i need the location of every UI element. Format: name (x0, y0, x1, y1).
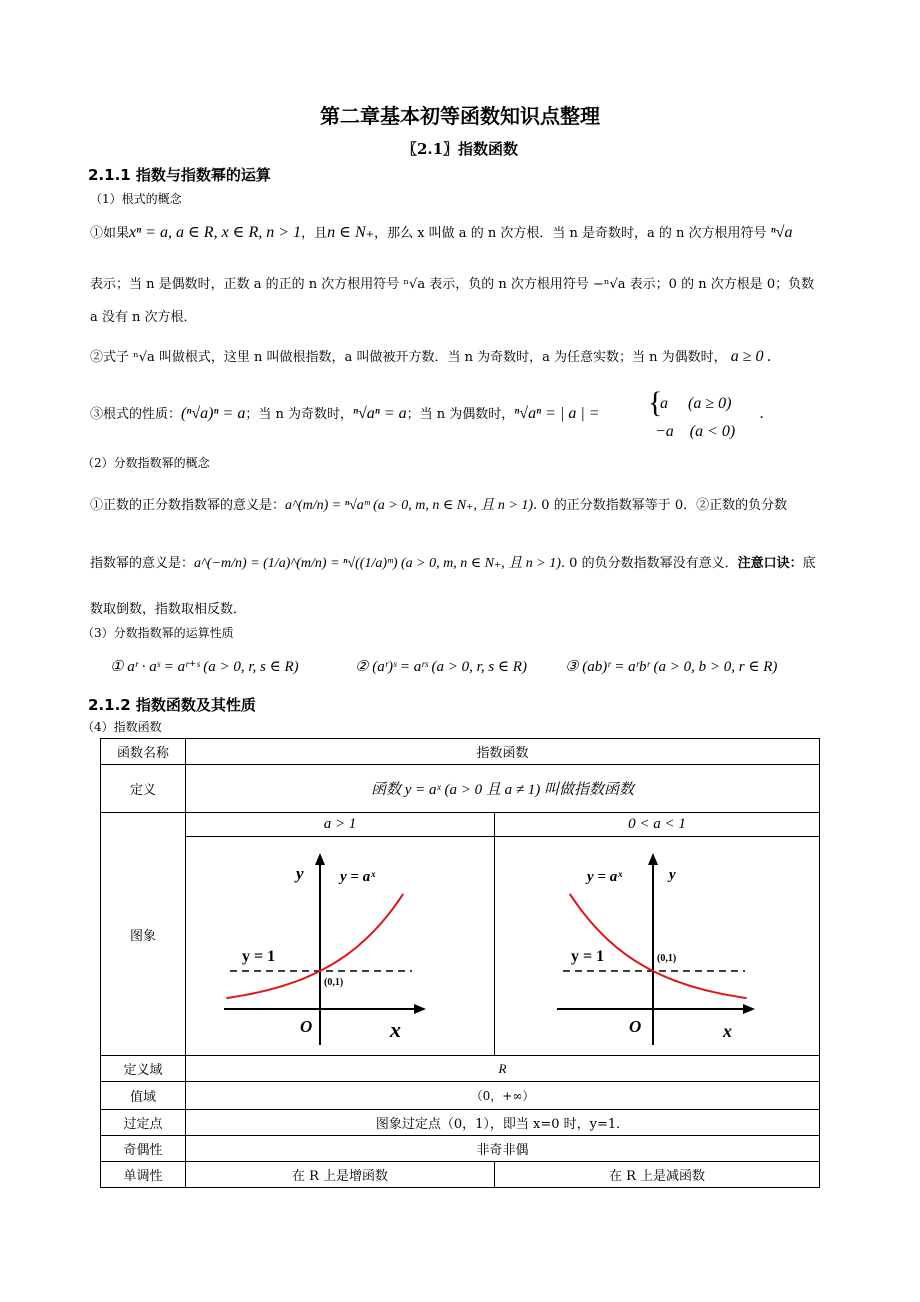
table-row (101, 813, 820, 837)
table-row (101, 1056, 820, 1082)
graph-increasing (190, 837, 490, 1051)
exponential-function-table (100, 738, 820, 1188)
graph-cell-increasing (186, 837, 495, 1056)
exp-curve-increasing (226, 894, 403, 998)
row-label: 定义 (101, 765, 186, 813)
table-row (101, 1082, 820, 1110)
row-value: 指数函数 (186, 739, 820, 765)
origin-label: O (629, 1017, 642, 1036)
row-label: 过定点 (101, 1110, 186, 1136)
row-label: 奇偶性 (101, 1136, 186, 1162)
row-value: 非奇非偶 (186, 1136, 820, 1162)
y1-label: y = 1 (571, 948, 605, 965)
heading-2-1-1: 2.1.1 指数与指数幂的运算 (88, 166, 271, 184)
table-row (101, 837, 820, 1056)
table-row (101, 765, 820, 813)
heading-2-1-2: 2.1.2 指数函数及其性质 (88, 696, 256, 714)
section-subtitle: 〖2.1〗指数函数 (401, 140, 519, 158)
x-axis-label: x (390, 1017, 401, 1042)
rule-3: ③ (ab)ʳ = aʳbʳ (a > 0, b > 0, r ∈ R) (565, 659, 778, 675)
row-value: （0，+∞） (186, 1082, 820, 1110)
point-label: (0,1) (324, 977, 344, 988)
y1-label: y = 1 (242, 948, 276, 965)
graph-header-decreasing: 0 < a < 1 (495, 813, 820, 837)
fractional-negative-line: 指数幂的意义是：a^(−m/n) = (1/a)^(m/n) = ⁿ√((1/a)ᵐ) (a > 0, m, n ∈ N₊, 且 n > 1). 0 的负分数指数幂没有意义．注意口诀：底 (90, 556, 816, 571)
y-arrow-icon (648, 853, 658, 865)
exp-curve-decreasing (570, 894, 747, 998)
curve-label: y = aˣ (587, 869, 623, 885)
x-arrow-icon (414, 1004, 426, 1014)
radical-properties-line: ③根式的性质：(ⁿ√a)ⁿ = a；当 n 为奇数时，ⁿ√aⁿ = a；当 n 为偶数时，ⁿ√aⁿ = | a | = (90, 405, 600, 422)
point-label: (0,1) (657, 953, 677, 964)
row-value: 图象过定点（0，1），即当 x=0 时，y=1． (186, 1110, 820, 1136)
x-arrow-icon (743, 1004, 755, 1014)
subheading-radical: （1）根式的概念 (90, 192, 182, 206)
subheading-rules: （3）分数指数幂的运算性质 (82, 626, 234, 640)
y-axis-label: y (669, 867, 676, 883)
radical-definition-line1: ①如果xⁿ = a, a ∈ R, x ∈ R, n > 1，且n ∈ N₊，那么 x 叫做 a 的 n 次方根．当 n 是奇数时，a 的 n 次方根用符号 ⁿ√a (90, 224, 793, 241)
row-value: R (186, 1056, 820, 1082)
row-value: 函数 y = aˣ (a > 0 且 a ≠ 1) 叫做指数函数 (186, 765, 820, 813)
subheading-fractional: （2）分数指数幂的概念 (82, 456, 210, 470)
case-neg: −a (a < 0) (655, 423, 736, 440)
rule-1: ① aʳ · aˢ = aʳ⁺ˢ (a > 0, r, s ∈ R) (110, 659, 299, 675)
page-title: 第二章基本初等函数知识点整理 (320, 104, 600, 128)
radical-definition-line2: 表示；当 n 是偶数时，正数 a 的正的 n 次方根用符号 ⁿ√a 表示，负的 n 次方根用符号 −ⁿ√a 表示；0 的 n 次方根是 0；负数 (90, 277, 815, 292)
row-label: 函数名称 (101, 739, 186, 765)
period: . (760, 405, 764, 422)
curve-label: y = aˣ (340, 869, 376, 885)
origin-label: O (300, 1017, 313, 1036)
row-label: 单调性 (101, 1162, 186, 1188)
fractional-positive-line: ①正数的正分数指数幂的意义是：a^(m/n) = ⁿ√aᵐ (a > 0, m, n ∈ N₊, 且 n > 1). 0 的正分数指数幂等于 0．②正数的负分数 (90, 498, 788, 513)
mnemonic-line: 数取倒数，指数取相反数． (90, 602, 247, 617)
rule-2: ② (aʳ)ˢ = aʳˢ (a > 0, r, s ∈ R) (355, 659, 527, 675)
radical-expression-line: ②式子 ⁿ√a 叫做根式，这里 n 叫做根指数，a 叫做被开方数．当 n 为奇数时，a 为任意实数；当 n 为偶数时， a ≥ 0 . (90, 348, 772, 365)
table-row (101, 1110, 820, 1136)
row-label: 定义域 (101, 1056, 186, 1082)
row-label: 值域 (101, 1082, 186, 1110)
y-axis-label: y (296, 864, 304, 883)
radical-definition-line3: a 没有 n 次方根． (90, 310, 197, 325)
y-arrow-icon (315, 853, 325, 865)
monotonic-decreasing: 在 R 上是减函数 (495, 1162, 820, 1188)
row-label: 图象 (101, 813, 186, 1056)
table-row (101, 739, 820, 765)
subheading-exp-func: （4）指数函数 (82, 720, 162, 734)
graph-decreasing (497, 837, 817, 1051)
x-axis-label: x (723, 1021, 732, 1041)
brace: { (648, 386, 663, 419)
graph-cell-decreasing (495, 837, 820, 1056)
table-row (101, 1136, 820, 1162)
monotonic-increasing: 在 R 上是增函数 (186, 1162, 495, 1188)
case-nonneg: a (a ≥ 0) (660, 395, 732, 412)
table-row (101, 1162, 820, 1188)
graph-header-increasing: a > 1 (186, 813, 495, 837)
